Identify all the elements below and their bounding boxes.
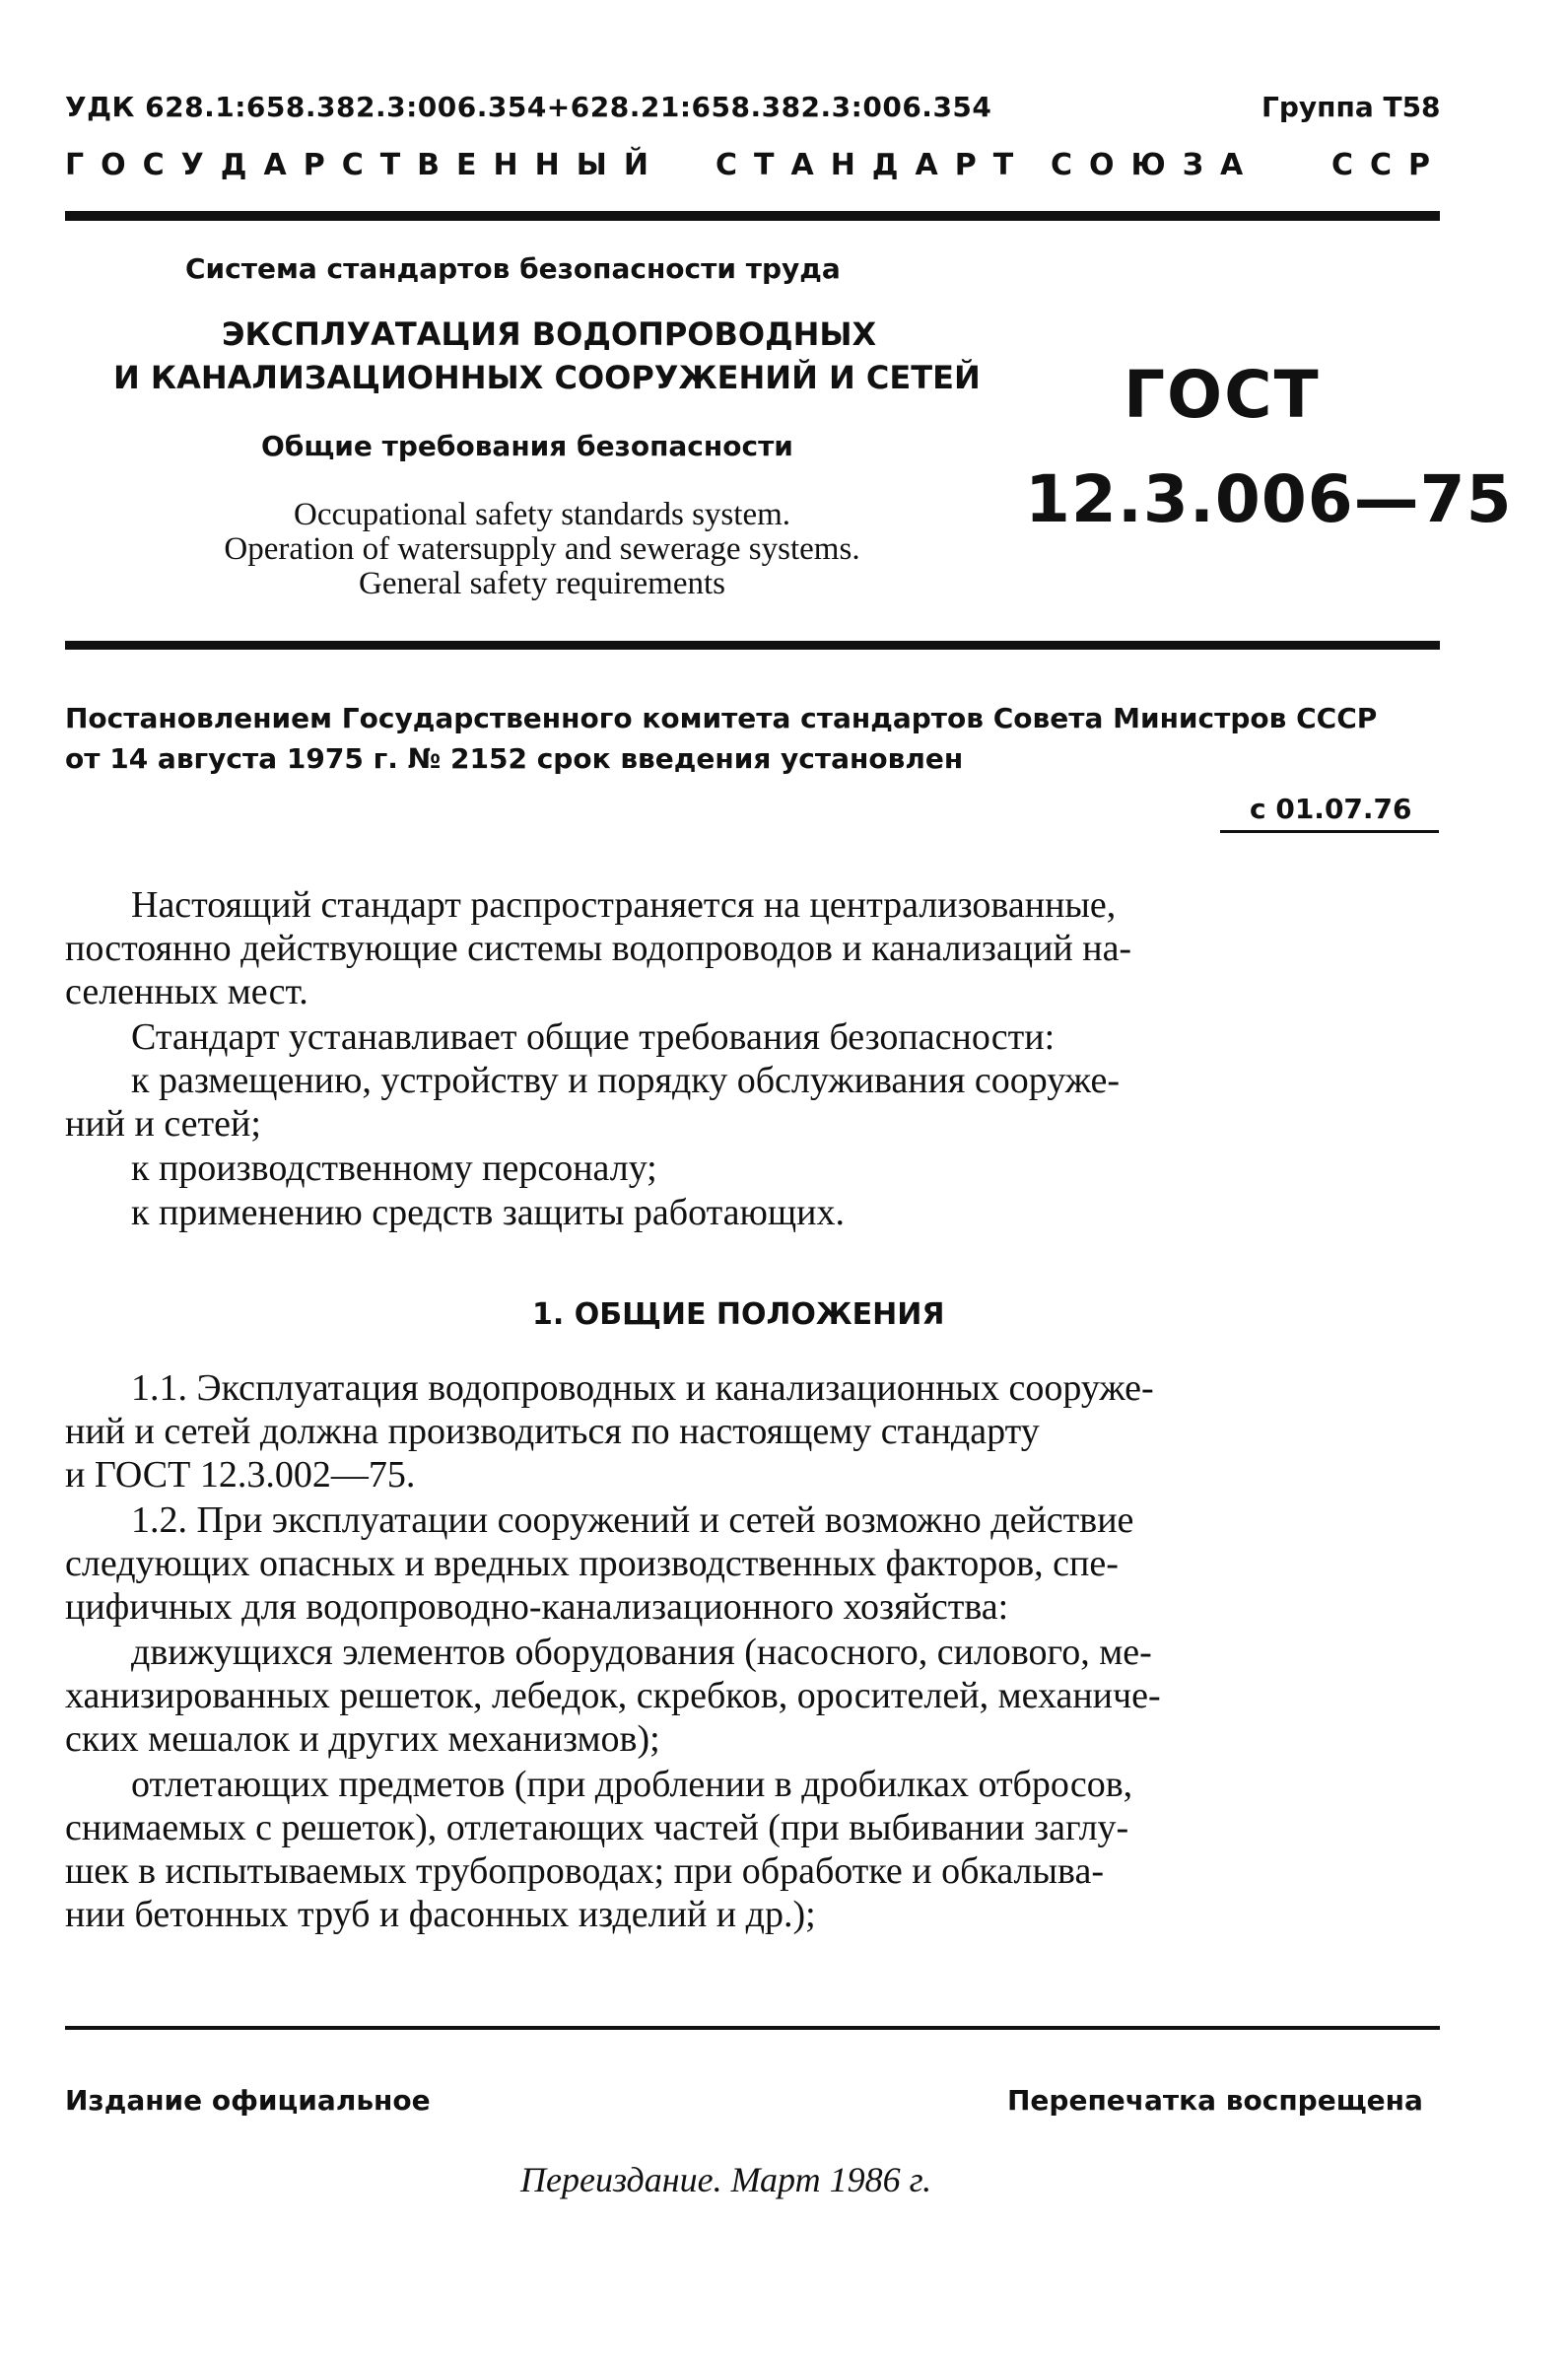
factor-line: снимаемых с решеток), отлетающих частей (при выбивании заглу-: [65, 1807, 1129, 1848]
requirement-item: ний и сетей;: [65, 1103, 261, 1145]
paragraph-line: следующих опасных и вредных производственных факторов, спе-: [65, 1543, 1119, 1584]
date-underline: [1220, 830, 1439, 833]
footer-rule: [65, 2026, 1440, 2030]
header-rule: [65, 211, 1440, 221]
establishes-line: Стандарт устанавливает общие требования безопасности:: [131, 1016, 1056, 1058]
factor-line: ханизированных решеток, лебедок, скребков, оросителей, механиче-: [65, 1675, 1161, 1716]
state-standard-word: ССР: [1331, 148, 1448, 182]
intro-line: Настоящий стандарт распространяется на централизованные,: [131, 884, 1117, 926]
state-standard-word: СТАНДАРТ: [716, 148, 1031, 182]
effective-date: с 01.07.76: [1250, 793, 1412, 825]
group-code: Группа Т58: [1261, 91, 1441, 123]
reissue-note: Переиздание. Март 1986 г.: [520, 2160, 932, 2199]
gost-number: 12.3.006—75: [1025, 461, 1513, 537]
english-title-line: General safety requirements: [359, 566, 725, 601]
intro-line: постоянно действующие системы водопроводов и канализаций на-: [65, 928, 1132, 969]
english-title-line: Operation of watersupply and sewerage systems.: [224, 531, 860, 567]
title-line-1: ЭКСПЛУАТАЦИЯ ВОДОПРОВОДНЫХ: [222, 315, 877, 353]
intro-line: селенных мест.: [65, 971, 308, 1012]
english-title-line: Occupational safety standards system.: [293, 497, 791, 532]
section-heading: 1. ОБЩИЕ ПОЛОЖЕНИЯ: [532, 1297, 945, 1332]
subtitle: Общие требования безопасности: [261, 430, 793, 462]
factor-line: нии бетонных труб и фасонных изделий и др.);: [65, 1894, 816, 1935]
state-standard-word: СОЮЗА: [1051, 148, 1261, 182]
factor-line: ских мешалок и других механизмов);: [65, 1718, 660, 1760]
decree-line-2: от 14 августа 1975 г. № 2152 срок введения установлен: [65, 742, 964, 775]
factor-line: отлетающих предметов (при дроблении в дробилках отбросов,: [131, 1764, 1133, 1805]
requirement-item: к применению средств защиты работающих.: [131, 1192, 846, 1233]
factor-line: шек в испытываемых трубопроводах; при обработке и обкалыва-: [65, 1850, 1104, 1892]
paragraph-line: цифичных для водопроводно-канализационного хозяйства:: [65, 1586, 1009, 1628]
paragraph-line: ний и сетей должна производиться по настоящему стандарту: [65, 1411, 1040, 1452]
official-edition-label: Издание официальное: [65, 2084, 431, 2117]
title-line-2: И КАНАЛИЗАЦИОННЫХ СООРУЖЕНИЙ И СЕТЕЙ: [113, 359, 981, 396]
standards-system-label: Система стандартов безопасности труда: [185, 252, 841, 285]
state-standard-banner: [65, 148, 1448, 187]
paragraph-line: 1.2. При эксплуатации сооружений и сетей возможно действие: [131, 1499, 1134, 1541]
decree-line-1: Постановлением Государственного комитета стандартов Совета Министров СССР: [65, 702, 1378, 734]
requirement-item: к производственному персоналу;: [131, 1148, 657, 1189]
gost-label: ГОСТ: [1124, 357, 1321, 433]
state-standard-word: ГОСУДАРСТВЕННЫЙ: [65, 148, 665, 182]
paragraph-line: 1.1. Эксплуатация водопроводных и канализационных сооруже-: [131, 1367, 1154, 1409]
paragraph-line: и ГОСТ 12.3.002—75.: [65, 1454, 416, 1496]
title-rule: [65, 641, 1440, 650]
udc-code: УДК 628.1:658.382.3:006.354+628.21:658.382.3:006.354: [65, 91, 992, 123]
reprint-prohibited-label: Перепечатка воспрещена: [1007, 2084, 1423, 2117]
requirement-item: к размещению, устройству и порядку обслуживания сооруже-: [131, 1060, 1121, 1101]
english-title: [108, 498, 976, 601]
factor-line: движущихся элементов оборудования (насосного, силового, ме-: [131, 1632, 1152, 1673]
